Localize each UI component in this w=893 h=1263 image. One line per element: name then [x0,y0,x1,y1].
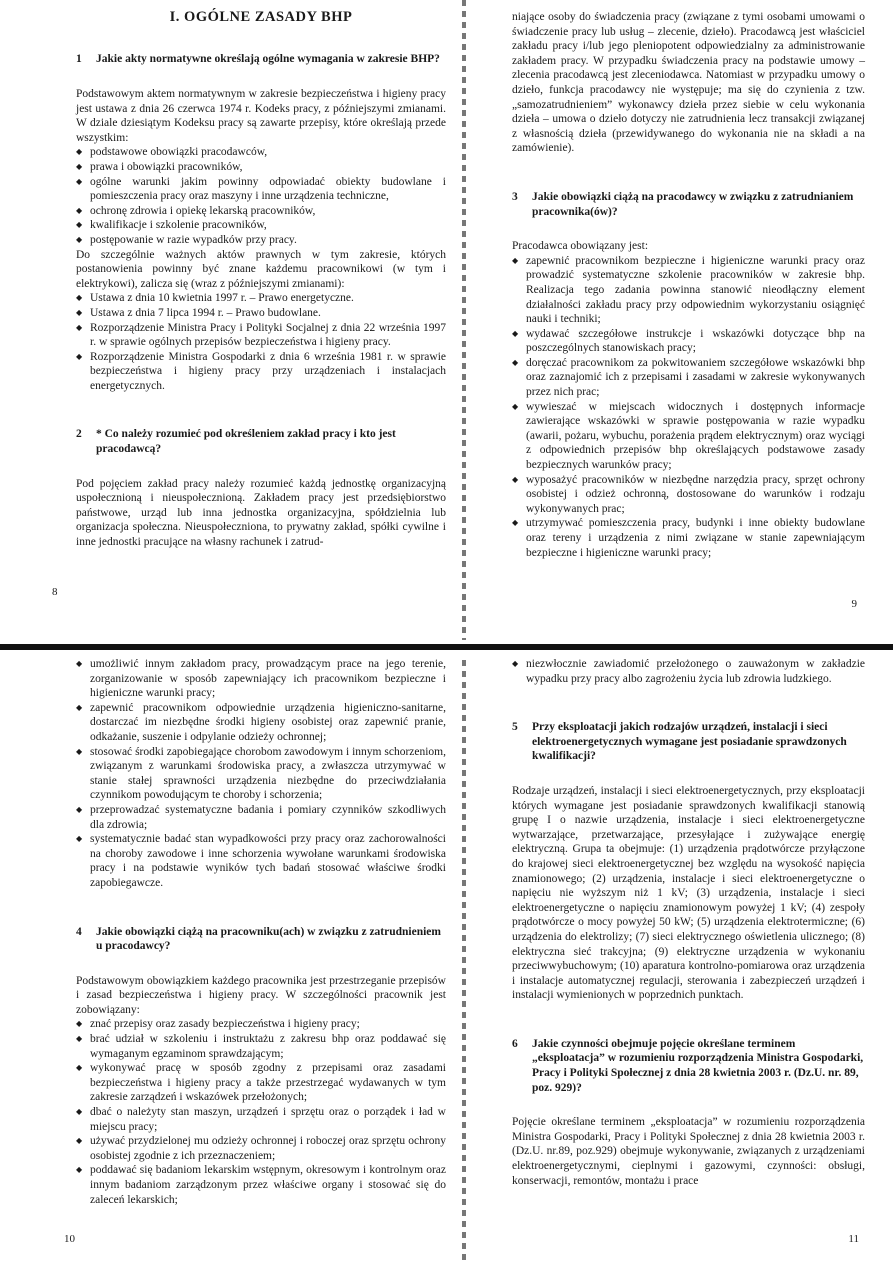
page-10-content [76,657,446,1207]
question-4 [76,925,446,954]
question-2 [76,427,446,456]
list-item: ◆ dbać o należyty stan maszyn, urządzeń i sprzętu oraz o porządek i ład w miejscu pracy; [76,1105,446,1134]
question-text: Przy eksploatacji jakich rodzajów urządzeń, instalacji i sieci elektroenergetycznych wymagane jest posiadanie sprawdzonych kwalifikacji? [532,721,847,763]
list-item: ◆ zapewnić pracownikom odpowiednie urządzenia higieniczno-sanitarne, dostarczać im niezbędne środki higieny osobistej oraz zapewnić pranie, odkażanie, suszenie i odpylanie odzieży ochronnej; [76,701,446,745]
question-text: Jakie akty normatywne określają ogólne wymagania w zakresie BHP? [96,53,440,66]
bullet-list [76,145,446,247]
question-number: 2 [76,428,82,441]
paragraph: Podstawowym obowiązkiem każdego pracownika jest przestrzeganie przepisów i zasad bezpieczeństwa i higieny pracy. W szczególności pracownik jest zobowiązany: [76,974,446,1016]
list-item: ◆ zapewnić pracownikom bezpieczne i higieniczne warunki pracy oraz prowadzić systematyczne szkolenie pracowników w zakresie bhp. Realizacja tego zadania powinna stanowić nieodłączny element działalności zakładu pracy przy odpowiednim wykorzystaniu osiągnięć nauki i techniki; [512,254,865,327]
question-number: 6 [512,1037,518,1050]
page-8-content [76,8,446,550]
list-item: ◆ wydawać szczegółowe instrukcje i wskazówki dotyczące bhp na poszczególnych stanowiskach pracy; [512,327,865,356]
list-item: ◆ stosować środki zapobiegające chorobom zawodowym i innym schorzeniom, związanym z warunkami środowiska pracy, a zwłaszcza utrzymywać w stanie stałej sprawności urządzenia niezbędne do przeciwdziałania czynnikom powodującym te choroby i schorzenia; [76,745,446,803]
list-item: ◆ brać udział w szkoleniu i instruktażu z zakresu bhp oraz poddawać się wymaganym egzaminom sprawdzającym; [76,1032,446,1061]
page-8 [0,0,462,640]
page-11 [466,655,893,1263]
question-text: * Co należy rozumieć pod określeniem zakład pracy i kto jest pracodawcą? [96,428,396,456]
list-item: ◆ używać przydzielonej mu odzieży ochronnej i roboczej oraz sprzętu ochrony osobistej zgodnie z ich przeznaczeniem; [76,1134,446,1163]
list-item: ◆ poddawać się badaniom lekarskim wstępnym, okresowym i kontrolnym oraz innym badaniom zarządzonym przez właściwe organy i stosować się do zaleceń lekarskich; [76,1163,446,1207]
list-item: ◆ Ustawa z dnia 10 kwietnia 1997 r. – Prawo energetyczne. [76,291,446,306]
paragraph: Rodzaje urządzeń, instalacji i sieci elektroenergetycznych, przy eksploatacji których wymagane jest posiadanie sprawdzonych kwalifikacji stanowią grupę I o nazwie urządzenia, instalacje i sieci elektroenergetyczne wytwarzające, przetwarzające, przesyłające i zużywające energię elektryczną. Grupa ta obejmuje: (1) urządzenia prądotwórcze przyłączone do krajowej sieci elektroenergetycznej bez względu na wysokość napięcia znamionowego; (2) urządzenia, instalacje i sieci elektroenergetyczne o napięciu nie wyższym niż 1 kV; (3) urządzenia, instalacje i sieci elektroenergetyczne o napięciu znamionowym powyżej 1 kV; (4) zespoły prądotwórcze o mocy powyżej 50 kW; (5) urządzenia elektrotermiczne; (6) urządzenia do elektrolizy; (7) sieci elektrycznego oświetlenia ulicznego; (8) elektryczna sieć trakcyjna; (9) elektryczne urządzenia w wykonaniu przeciwwybuchowym; (10) aparatura kontrolno-pomiarowa oraz urządzenia i instalacje automatycznej regulacji, sterowania i zabezpieczeń urządzeń i instalacji wymienionych w poprzednich punktach. [512,784,865,1002]
question-1 [76,52,446,67]
bullet-list [76,657,446,891]
list-item: ◆ systematycznie badać stan wypadkowości przy pracy oraz zachorowalności na choroby zawodowe i inne schorzenia wywołane warunkami środowiska pracy i na podstawie wyników tych badań stosować właściwe środki zapobiegawcze. [76,832,446,890]
list-item: ◆ wyposażyć pracowników w niezbędne narzędzia pracy, sprzęt ochrony osobistej i odzież ochronną, dostosowane do warunków i rodzaju wykonywanych prac; [512,473,865,517]
paragraph: Do szczególnie ważnych aktów prawnych w tym zakresie, których postanowienia powinny być znane każdemu pracownikowi (w tym i elektrykowi), zalicza się (wraz z późniejszymi zmianami): [76,248,446,290]
page-number: 8 [52,586,58,598]
question-number: 1 [76,53,82,66]
list-item: ◆ ochronę zdrowia i opiekę lekarską pracowników, [76,204,446,219]
page-11-content [512,657,865,1188]
page-number: 11 [848,1233,859,1245]
page-number: 9 [851,598,857,610]
page-9-content [512,10,865,560]
bullet-list [512,657,865,686]
question-number: 3 [512,190,518,203]
question-number: 5 [512,721,518,734]
paragraph: Pojęcie określane terminem „eksploatacja” w rozumieniu rozporządzenia Ministra Gospodarki, Pracy i Polityki Społecznej z dnia 28 kwietnia 2003 r. (Dz.U. nr.89, poz.929) obejmuje wykonywanie, związanych z urządzeniami elektroenergetycznymi, cieplnymi i gazowymi, czynności: obsługi, konserwacji, remontów, montażu i prace [512,1116,865,1187]
page-9 [466,0,893,640]
paragraph: Pod pojęciem zakład pracy należy rozumieć każdą jednostkę organizacyjną uspołecznioną i nieuspołecznioną. Zakładem pracy jest przedsiębiorstwo państwowe, urząd lub inna jednostka organizacyjna, spółdzielnia lub organizacja społeczna. Nieuspołeczniona, to prywatny zakład, spółki cywilne i inne jednostki pracujące na własny rachunek i zatrud- [76,477,446,549]
list-item: ◆ utrzymywać pomieszczenia pracy, budynki i inne obiekty budowlane oraz tereny i urządzenia z nimi związane w stanie zapewniającym bezpieczne i higieniczne warunki pracy; [512,516,865,560]
list-item: ◆ podstawowe obowiązki pracodawców, [76,145,446,160]
list-item: ◆ wykonywać pracę w sposób zgodny z przepisami oraz zasadami bezpieczeństwa i higieny pracy a także przestrzegać wydawanych w tym zakresie zarządzeń i wskazówek przełożonych; [76,1061,446,1105]
list-item: ◆ Rozporządzenie Ministra Pracy i Polityki Socjalnej z dnia 22 września 1997 r. w sprawie ogólnych przepisów bezpieczeństwa i higieny pracy. [76,321,446,350]
page-10 [0,655,462,1263]
page-number: 10 [64,1233,75,1245]
paragraph: Podstawowym aktem normatywnym w zakresie bezpieczeństwa i higieny pracy jest ustawa z dnia 26 czerwca 1974 r. Kodeks pracy, z późniejszymi zmianami. W dziale dziesiątym Kodeksu pracy są zawarte przepisy, które określają przede wszystkim: [76,88,446,144]
list-item: ◆ umożliwić innym zakładom pracy, prowadzącym prace na jego terenie, zorganizowanie w sposób zapewniający ich pracownikom bezpieczne i higieniczne warunki pracy; [76,657,446,701]
list-item: ◆ niezwłocznie zawiadomić przełożonego o zauważonym w zakładzie wypadku przy pracy albo zagrożeniu życia lub zdrowia ludzkiego. [512,657,865,686]
paragraph: Pracodawca obowiązany jest: [512,240,649,253]
list-item: ◆ wywieszać w miejscach widocznych i dostępnych informacje zawierające wskazówki w sprawie postępowania w razie wypadku (awarii, pożaru, wybuchu, porażenia prądem elektrycznym) oraz wyciągi z odpowiednich przepisów bhp określających podstawowe zasady bezpiecznych warunków pracy; [512,400,865,473]
question-text: Jakie obowiązki ciążą na pracodawcy w związku z zatrudnianiem pracownika(ów)? [532,190,854,218]
list-item: ◆ postępowanie w razie wypadków przy pracy. [76,233,446,248]
list-item: ◆ Ustawa z dnia 7 lipca 1994 r. – Prawo budowlane. [76,306,446,321]
question-text: Jakie czynności obejmuje pojęcie określane terminem „eksploatacja” w rozumieniu rozporządzenia Ministra Gospodarki, Pracy i Polityki Społecznej z dnia 28 kwietnia 2003 r. (Dz.U. nr. 89, poz. 929)? [532,1037,864,1094]
list-item: ◆ prawa i obowiązki pracowników, [76,160,446,175]
bullet-list [512,254,865,560]
list-item: ◆ przeprowadzać systematyczne badania i pomiary czynników szkodliwych dla zdrowia; [76,803,446,832]
paragraph: niające osoby do świadczenia pracy (związane z tymi osobami umowami o świadczenie pracy lub usług – zlecenie, dzieło). Pracodawcą jest właściciel zakładu pracy i/lub jego pleniopotent odpowiedzialny za administrowanie zakładem pracy. W przypadku świadczenia pracy na podstawie umowy – zlecenia pracodawcą jest zleceniodawca. Natomiast w przypadku umowy o dzieło, funkcja pracodawcy nie występuje; ma się do czynienia z tzw. „samozatrudnieniem” wykonawcy dzieła przez siebie w celu wykonania dzieła – umowa o dzieło dotyczy nie zatrudnienia lecz transakcji związanej z własnością dzieła (przewidywanego do wykonania nie na składi a na zamówienie). [512,11,865,155]
question-number: 4 [76,925,82,938]
list-item: ◆ znać przepisy oraz zasady bezpieczeństwa i higieny pracy; [76,1017,446,1032]
bullet-list [76,291,446,393]
bullet-list [76,1017,446,1207]
list-item: ◆ kwalifikacje i szkolenie pracowników, [76,218,446,233]
chapter-title: I. OGÓLNE ZASADY BHP [169,9,353,25]
list-item: ◆ doręczać pracownikom za pokwitowaniem szczegółowe wskazówki bhp oraz zaznajomić ich z przepisami i zasadami w zakresie wykonywanych przez nich prac; [512,356,865,400]
question-6 [512,1037,865,1095]
question-5 [512,720,865,764]
scan-divider-line [0,640,893,655]
question-3 [512,190,865,219]
list-item: ◆ ogólne warunki jakim powinny odpowiadać obiekty budowlane i pomieszczenia pracy oraz maszyny i inne urządzenia techniczne, [76,175,446,204]
list-item: ◆ Rozporządzenie Ministra Gospodarki z dnia 6 września 1981 r. w sprawie bezpieczeństwa i higieny pracy przy urządzeniach i instalacjach energetycznych. [76,350,446,394]
question-text: Jakie obowiązki ciążą na pracowniku(ach) w związku z zatrudnieniem u pracodawcy? [96,925,441,953]
